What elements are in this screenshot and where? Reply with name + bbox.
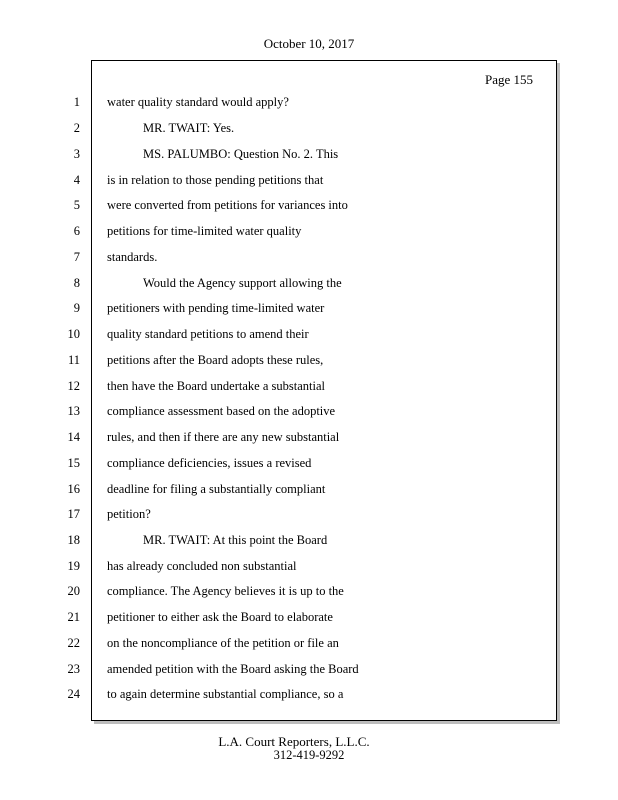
transcript-line bbox=[0, 376, 618, 396]
line-text: rules, and then if there are any new substantial bbox=[107, 430, 340, 444]
line-number: 11 bbox=[67, 353, 80, 367]
line-number: 1 bbox=[73, 95, 80, 109]
line-number: 16 bbox=[67, 482, 80, 496]
line-number: 5 bbox=[73, 198, 80, 212]
line-text: compliance assessment based on the adoptive bbox=[107, 404, 336, 418]
transcript-line bbox=[0, 427, 618, 447]
line-text: compliance. The Agency believes it is up to the bbox=[107, 584, 344, 598]
line-number: 15 bbox=[67, 456, 80, 470]
line-number: 8 bbox=[73, 276, 80, 290]
transcript-line bbox=[0, 530, 618, 550]
line-number: 6 bbox=[73, 224, 80, 238]
line-number: 23 bbox=[67, 662, 80, 676]
line-text: deadline for filing a substantially compliant bbox=[107, 482, 326, 496]
line-text: petitioners with pending time-limited water bbox=[107, 301, 325, 315]
transcript-line bbox=[0, 324, 618, 344]
transcript-line bbox=[0, 453, 618, 473]
line-text: has already concluded non substantial bbox=[107, 559, 297, 573]
transcript-line bbox=[0, 684, 618, 704]
transcript-line bbox=[0, 581, 618, 601]
transcript-line bbox=[0, 556, 618, 576]
line-number: 14 bbox=[67, 430, 80, 444]
page-number: Page 155 bbox=[484, 72, 533, 87]
line-text: MS. PALUMBO: Question No. 2. This bbox=[143, 147, 339, 161]
line-text: compliance deficiencies, issues a revised bbox=[107, 456, 312, 470]
transcript-line bbox=[0, 118, 618, 138]
transcript-line bbox=[0, 170, 618, 190]
line-number: 13 bbox=[67, 404, 80, 418]
line-number: 9 bbox=[73, 301, 80, 315]
transcript-line bbox=[0, 273, 618, 293]
line-text: petition? bbox=[107, 507, 151, 521]
line-number: 12 bbox=[67, 379, 80, 393]
transcript-line bbox=[0, 479, 618, 499]
line-text: is in relation to those pending petitions that bbox=[107, 173, 324, 187]
transcript-line bbox=[0, 659, 618, 679]
line-text: quality standard petitions to amend their bbox=[107, 327, 309, 341]
line-number: 2 bbox=[73, 121, 80, 135]
line-text: standards. bbox=[107, 250, 158, 264]
line-number: 21 bbox=[67, 610, 80, 624]
line-number: 3 bbox=[73, 147, 80, 161]
line-number: 20 bbox=[67, 584, 80, 598]
transcript-line bbox=[0, 350, 618, 370]
transcript-line bbox=[0, 92, 618, 112]
transcript-line bbox=[0, 247, 618, 267]
transcript-line bbox=[0, 401, 618, 421]
court-reporter-name: L.A. Court Reporters, L.L.C. bbox=[218, 734, 370, 749]
line-number: 4 bbox=[73, 173, 80, 187]
line-number: 10 bbox=[67, 327, 80, 341]
transcript-line bbox=[0, 504, 618, 524]
transcript-line bbox=[0, 298, 618, 318]
line-text: petitioner to either ask the Board to elaborate bbox=[107, 610, 333, 624]
transcript-line bbox=[0, 144, 618, 164]
line-number: 22 bbox=[67, 636, 80, 650]
line-text: then have the Board undertake a substantial bbox=[107, 379, 325, 393]
line-number: 19 bbox=[67, 559, 80, 573]
court-reporter-phone: 312-419-9292 bbox=[273, 748, 345, 762]
line-text: Would the Agency support allowing the bbox=[143, 276, 342, 290]
line-text: petitions after the Board adopts these rules, bbox=[107, 353, 324, 367]
line-number: 18 bbox=[67, 533, 80, 547]
line-text: on the noncompliance of the petition or file an bbox=[107, 636, 339, 650]
line-text: were converted from petitions for variances into bbox=[107, 198, 348, 212]
transcript-line bbox=[0, 221, 618, 241]
line-text: petitions for time-limited water quality bbox=[107, 224, 302, 238]
line-text: MR. TWAIT: At this point the Board bbox=[143, 533, 328, 547]
line-text: to again determine substantial compliance, so a bbox=[107, 687, 344, 701]
line-text: amended petition with the Board asking the Board bbox=[107, 662, 359, 676]
transcript-line bbox=[0, 195, 618, 215]
line-number: 7 bbox=[73, 250, 80, 264]
line-number: 17 bbox=[67, 507, 80, 521]
transcript-line bbox=[0, 633, 618, 653]
line-number: 24 bbox=[67, 687, 80, 701]
line-text: water quality standard would apply? bbox=[107, 95, 289, 109]
transcript-line bbox=[0, 607, 618, 627]
transcript-date: October 10, 2017 bbox=[263, 36, 355, 51]
line-text: MR. TWAIT: Yes. bbox=[143, 121, 235, 135]
